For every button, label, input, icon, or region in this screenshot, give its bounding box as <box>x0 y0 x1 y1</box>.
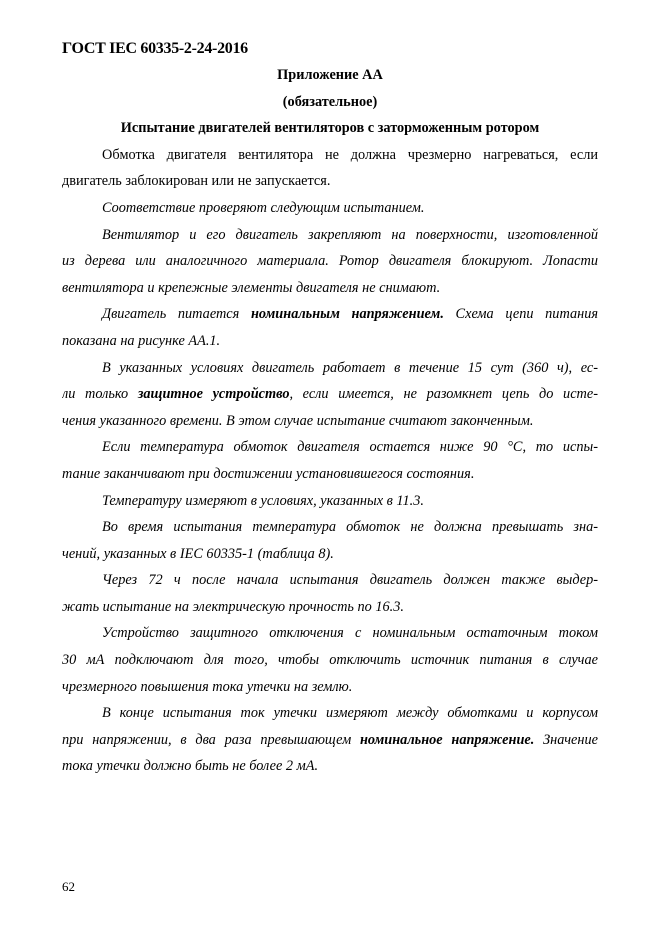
paragraph-line <box>62 647 598 674</box>
paragraph <box>62 195 598 222</box>
section-title: Испытание двигателей вентиляторов с заторможенным ротором <box>120 120 540 137</box>
text-run: при напряжении, в два раза превышающем <box>62 731 360 748</box>
paragraph <box>62 355 598 435</box>
paragraph-line <box>62 541 598 568</box>
document-header: ГОСТ IEC 60335-2-24-2016 <box>62 40 248 57</box>
text-run: чений, указанных в IEC 60335-1 (таблица 8). <box>62 545 334 562</box>
text-run: показана на рисунке АА.1. <box>62 332 221 349</box>
paragraph <box>62 301 598 354</box>
text-run: ли только <box>62 386 138 403</box>
paragraph <box>62 620 598 700</box>
paragraph-line <box>62 328 598 355</box>
paragraph-line <box>62 674 598 701</box>
text-run: Вентилятор и его двигатель закрепляют на поверхности, изготовленной <box>102 226 598 243</box>
paragraphs <box>62 142 598 780</box>
text-run: Через 72 ч после начала испытания двигатель должен также выдер- <box>102 572 598 589</box>
paragraph-line <box>62 275 598 302</box>
text-run: Устройство защитного отключения с номинальным остаточным током <box>102 625 598 642</box>
text-run: Схема цепи питания <box>443 306 598 323</box>
text-run: 30 мА подключают для того, чтобы отключить источник питания в случае <box>62 652 598 669</box>
paragraph-line <box>62 594 598 621</box>
text-run: чения указанного времени. В этом случае испытание считают законченным. <box>62 412 534 429</box>
page-number: 62 <box>62 879 75 894</box>
text-run: В конце испытания ток утечки измеряют между обмотками и корпусом <box>102 705 598 722</box>
text-run: , если имеется, не разомкнет цепь до исте- <box>289 386 598 403</box>
paragraph-line <box>62 620 598 647</box>
text-run: тока утечки должно быть не более 2 мА. <box>62 758 319 775</box>
paragraph-line <box>62 195 598 222</box>
annex-title: Приложение АА <box>277 67 383 83</box>
paragraph <box>62 514 598 567</box>
text-run: из дерева или аналогичного материала. Ротор двигателя блокируют. Лопасти <box>62 253 598 270</box>
paragraph <box>62 700 598 780</box>
paragraph-line <box>62 408 598 435</box>
text-run: Во время испытания температура обмоток не должна превышать зна- <box>102 519 598 536</box>
paragraph-line <box>62 567 598 594</box>
paragraph-line <box>62 168 598 195</box>
text-run: чрезмерного повышения тока утечки на землю. <box>62 678 353 695</box>
paragraph <box>62 222 598 302</box>
text-run: Соответствие проверяют следующим испытанием. <box>102 199 425 216</box>
paragraph-line <box>62 727 598 754</box>
page-body <box>62 62 598 780</box>
paragraph-line <box>62 488 598 515</box>
paragraph-line <box>62 222 598 249</box>
paragraph <box>62 434 598 487</box>
paragraph-line <box>62 514 598 541</box>
text-run: Температуру измеряют в условиях, указанных в 11.3. <box>102 492 424 509</box>
paragraph-line <box>62 248 598 275</box>
paragraph <box>62 142 598 195</box>
annex-status: (обязательное) <box>282 93 378 110</box>
text-run: двигатель заблокирован или не запускается. <box>62 173 331 190</box>
paragraph-line <box>62 301 598 328</box>
bold-term: номинальным напряжением. <box>250 306 444 323</box>
paragraph-line <box>62 142 598 169</box>
paragraph-line <box>62 461 598 488</box>
paragraph-line <box>62 753 598 780</box>
paragraph-line <box>62 434 598 461</box>
paragraph <box>62 488 598 515</box>
paragraph <box>62 567 598 620</box>
text-run: жать испытание на электрическую прочность по 16.3. <box>62 598 404 615</box>
bold-term: номинальное напряжение. <box>359 731 535 748</box>
paragraph-line <box>62 355 598 382</box>
text-run: Если температура обмоток двигателя остается ниже 90 °С, то испы- <box>102 439 598 456</box>
text-run: Значение <box>534 731 598 748</box>
text-run: Обмотка двигателя вентилятора не должна чрезмерно нагреваться, если <box>102 146 598 163</box>
text-run: В указанных условиях двигатель работает в течение 15 сут (360 ч), ес- <box>102 359 598 376</box>
text-run: тание заканчивают при достижении установившегося состояния. <box>62 465 475 482</box>
bold-term: защитное устройство <box>137 386 290 403</box>
paragraph-line <box>62 700 598 727</box>
text-run: вентилятора и крепежные элементы двигателя не снимают. <box>62 279 441 296</box>
paragraph-line <box>62 381 598 408</box>
text-run: Двигатель питается <box>102 306 251 323</box>
